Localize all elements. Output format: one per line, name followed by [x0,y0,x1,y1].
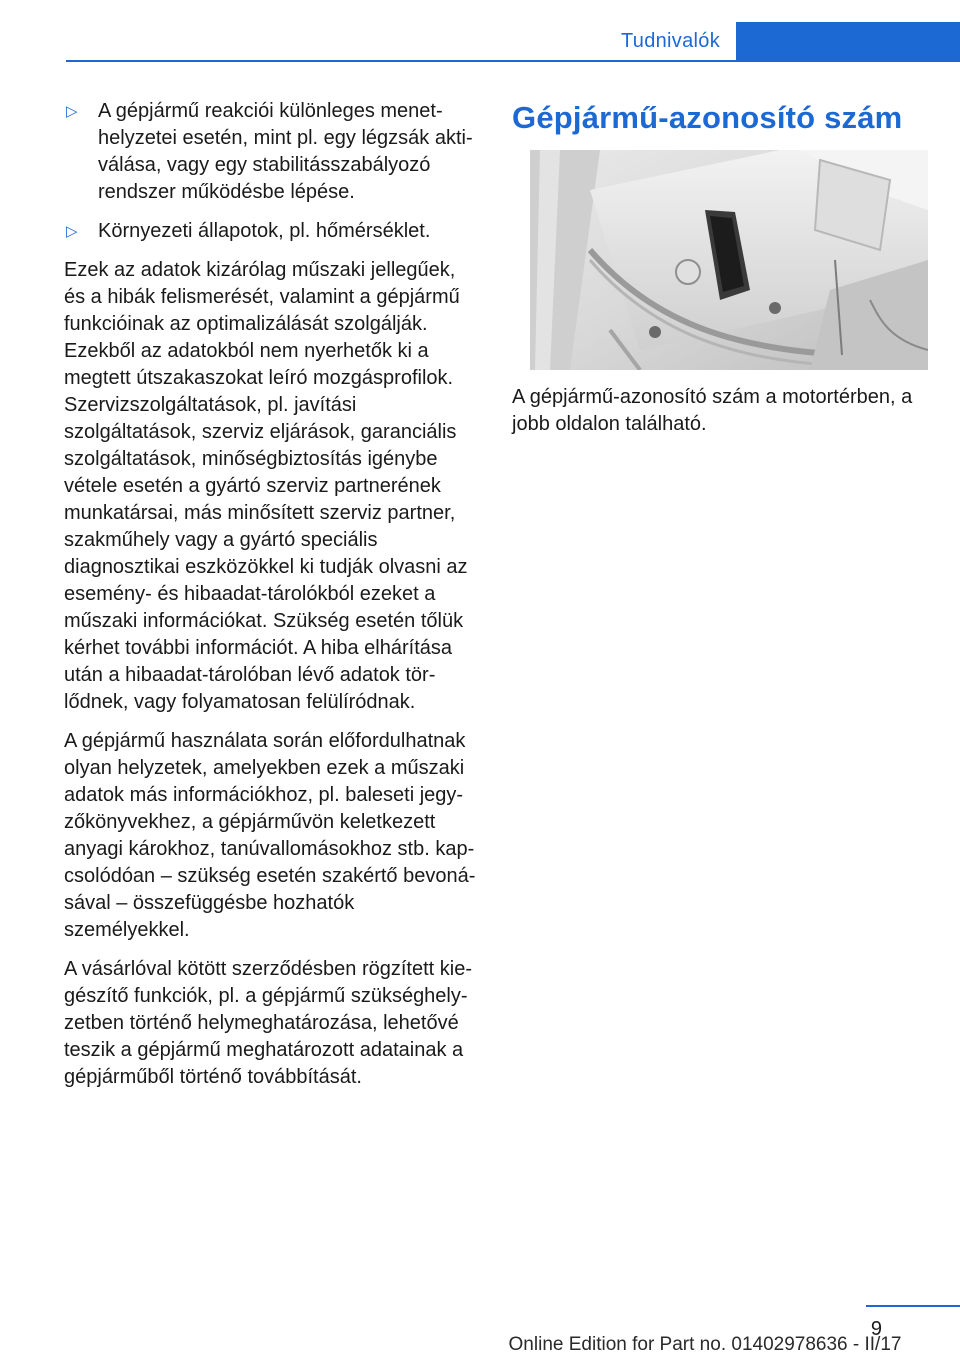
bullet-item [64,218,478,245]
bullet-text: Környezeti állapotok, pl. hőmérséklet. [98,220,431,242]
bullet-text: A gépjármű reakciói különleges menethelyzetei esetén, mint pl. egy légzsák aktiválása, vagy egy stabilitásszabályozó rendszer működésbe lépése. [98,100,473,203]
section-title: Tudnivalók [621,30,720,52]
triangle-bullet-icon: ▷ [66,103,78,120]
footer-rule [866,1305,960,1307]
edition-text: Online Edition for Part no. 01402978636 - II/17 [508,1334,902,1355]
bullet-item [64,98,478,206]
engine-bay-photo [530,150,928,370]
body-paragraph: Ezek az adatok kizárólag műszaki jellegűek, és a hibák felismerését, valamint a gépjármű funkcióinak az optimalizálását szolgálják. Ezekből az adatokból nem nyerhetők ki a megtett útszakaszokat leíró mozgásprofilok. Szervizszolgáltatások, pl. javítási szolgáltatások, szerviz eljárások, garanciális szolgáltatások, minőségbiztosítás igénybe vétele esetén a gyártó szerviz partnerének munkatársai, más minősített szerviz partner, szakműhely vagy a gyártó speciális diagnosztikai eszközökkel ki tudják olvasni az esemény- és hibaadat-tárolókból ezeket a műszaki információkat. Szükség esetén tőlük kérhet további információt. A hiba elhárítása után a hibaadat-tárolóban lévő adatok törlődnek, vagy folyamatosan felülíródnak. [64,259,468,713]
body-paragraph: A gépjármű használata során előfordulhatnak olyan helyzetek, amelyekben ezek a műszaki adatok más információkhoz, pl. baleseti jegyzőkönyvekhez, a gépjárművön keletkezett anyagi károkhoz, tanúvallomásokhoz stb. kapcsolódóan – szükség esetén szakértő bevonásával – összefüggésbe hozhatók személyekkel. [64,730,476,941]
right-column [512,98,928,450]
page-number: 9 [870,1318,882,1340]
section-heading: Gépjármű-azonosító szám [512,100,903,135]
header-rule [66,60,736,62]
body-paragraph: A vásárlóval kötött szerződésben rögzített kiegészítő funkciók, pl. a gépjármű szükséghelyzetben történő helymeghatározása, lehetővé teszik a gépjármű meghatározott adatainak a gépjárműből történő továbbítását. [64,958,472,1088]
left-column [64,98,478,1103]
triangle-bullet-icon: ▷ [66,223,78,240]
photo-caption: A gépjármű-azonosító szám a motortérben, a jobb oldalon található. [512,386,913,435]
header-color-block [736,22,960,62]
